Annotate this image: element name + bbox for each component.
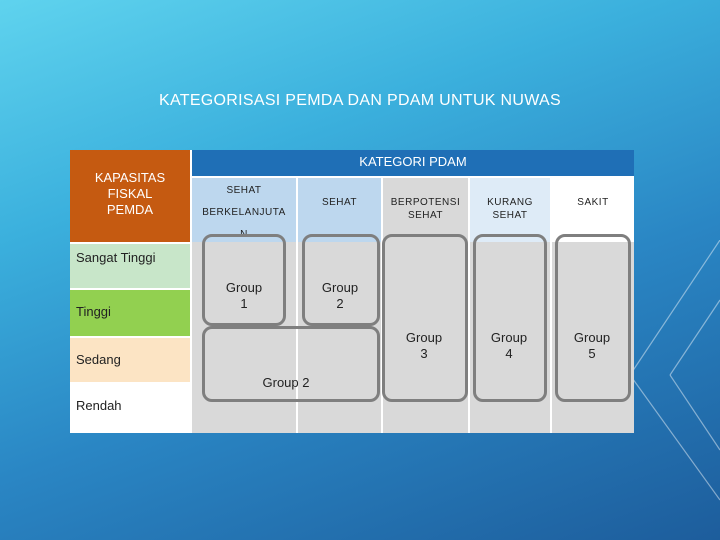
group-1-line-2: 1 <box>240 296 248 311</box>
group-3-box <box>382 234 468 402</box>
column-header-4-line-1: KURANG <box>487 197 533 208</box>
row-label: Tinggi <box>76 304 111 319</box>
column-header-3-line-1: BERPOTENSI <box>390 197 461 208</box>
corner-line-1: KAPASITAS <box>94 170 166 185</box>
row-tinggi <box>70 290 190 336</box>
group-2-line-1: Group <box>321 280 359 295</box>
group-4-line-1: Group <box>490 330 528 345</box>
column-header-1-line-1: SEHAT <box>226 185 262 196</box>
decorative-lines <box>630 240 720 540</box>
row-label: Sedang <box>76 352 121 367</box>
column-header-1-line-3: N <box>240 229 248 240</box>
group-5-label <box>560 330 624 362</box>
group-1-label <box>212 280 276 312</box>
column-header-1-line-2: BERKELANJUTA <box>202 207 286 218</box>
row-sedang <box>70 338 190 382</box>
column-header-2: SEHAT <box>321 197 358 208</box>
group-4-label <box>477 330 541 362</box>
corner-line-2: FISKAL <box>107 186 153 201</box>
group-3-line-2: 3 <box>420 346 428 361</box>
group-2-line-2: 2 <box>336 296 344 311</box>
group-2-label <box>308 280 372 312</box>
group-5-line-1: Group <box>573 330 611 345</box>
column-header-3-line-2: SEHAT <box>407 210 444 221</box>
row-label: Sangat Tinggi <box>76 250 156 265</box>
group-1-line-1: Group <box>225 280 263 295</box>
group-3-label <box>392 330 456 362</box>
group-2-lower-label: Group 2 <box>262 375 310 390</box>
group-5-box <box>555 234 631 402</box>
group-3-line-1: Group <box>405 330 443 345</box>
corner-header <box>70 150 190 242</box>
row-label: Rendah <box>76 398 122 413</box>
pdam-category-header: KATEGORI PDAM <box>192 150 634 176</box>
corner-line-3: PEMDA <box>106 202 154 217</box>
row-rendah <box>70 384 190 433</box>
category-table <box>70 150 634 433</box>
column-header-5: SAKIT <box>577 197 609 208</box>
slide-title: KATEGORISASI PEMDA DAN PDAM UNTUK NUWAS <box>159 92 561 109</box>
row-sangat-tinggi <box>70 244 190 288</box>
column-header-4-line-2: SEHAT <box>492 210 528 221</box>
group-4-box <box>473 234 547 402</box>
group-4-line-2: 4 <box>505 346 513 361</box>
group-5-line-2: 5 <box>588 346 596 361</box>
